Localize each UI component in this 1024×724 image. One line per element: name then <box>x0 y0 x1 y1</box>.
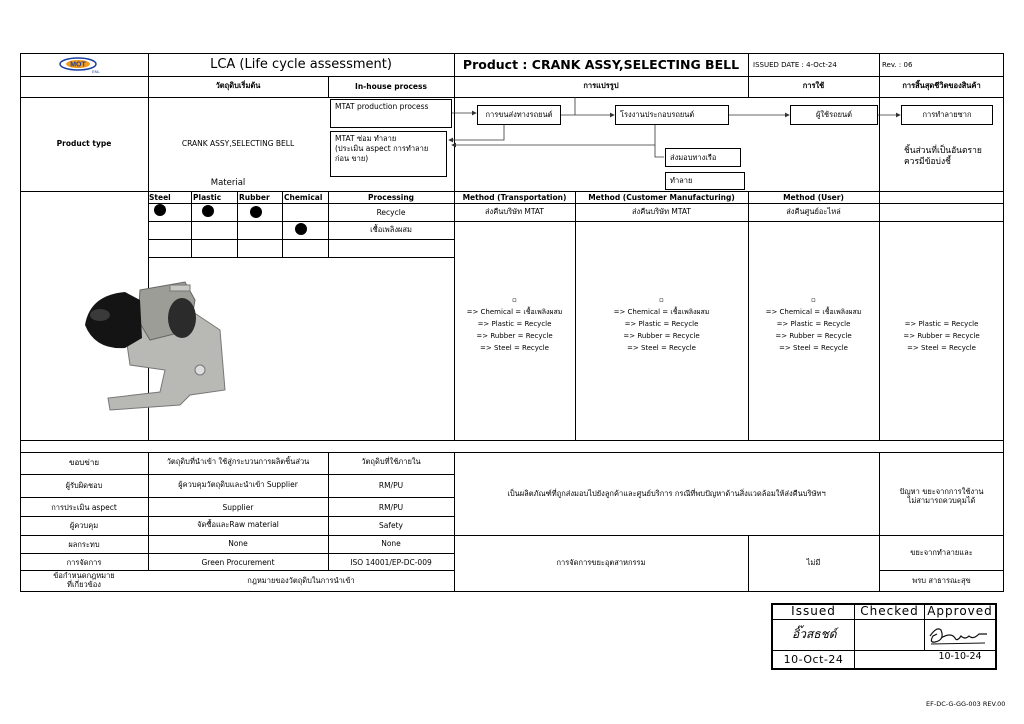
flow-arrows <box>0 0 1024 200</box>
end-waste: ขยะจากทำลายและ <box>910 548 973 557</box>
end-plastic: => Plastic = Recycle <box>904 320 979 328</box>
customer-mark: ▫ <box>659 296 664 304</box>
stage-start: วัตถุดิบเริ่มต้น <box>215 81 261 90</box>
impact-label: ผลกระทบ <box>68 540 100 549</box>
material-plastic: Plastic <box>193 193 222 202</box>
transport-text: การขนส่งทางรถยนต์ <box>485 110 553 119</box>
dispose-text: การทำลายซาก <box>922 110 972 119</box>
form-title: LCA (Life cycle assessment) <box>210 57 392 72</box>
product-type-value: CRANK ASSY,SELECTING BELL <box>181 139 295 148</box>
stage-inhouse: In-house process <box>355 82 427 91</box>
transport-steel: => Steel = Recycle <box>480 344 549 352</box>
aspect-internal: RM/PU <box>378 503 404 512</box>
owner-internal: RM/PU <box>378 481 404 490</box>
product-image <box>70 270 245 415</box>
material-rubber: Rubber <box>239 193 270 202</box>
factory-text: โรงงานประกอบรถยนต์ <box>620 110 695 119</box>
approved-header: Approved <box>927 604 993 618</box>
mtat-repair-line1: MTAT ซ่อม ทำลาย <box>335 134 397 143</box>
scope-import: วัตถุดิบที่นำเข้า ใช้สู่กระบวนการผลิตชิ้นส่วน <box>166 457 310 466</box>
aspect-label: การประเมิน aspect <box>51 503 117 512</box>
scope-internal: วัตถุดิบที่ใช้ภายใน <box>361 457 421 466</box>
transport-rubber: => Rubber = Recycle <box>476 332 553 340</box>
col-customer: Method (Customer Manufacturing) <box>588 193 735 202</box>
transport-chemical: => Chemical = เชื้อเพลิงผสม <box>466 308 563 316</box>
impact-import: None <box>228 539 248 548</box>
user-text: ผู้ใช้รถยนต์ <box>815 110 853 119</box>
mtat-repair-line3: ก่อน ขาย) <box>335 153 369 163</box>
issued-header: Issued <box>791 604 836 618</box>
product-type-label: Product type <box>56 139 112 148</box>
material-steel: Steel <box>149 193 171 202</box>
impact-internal: None <box>381 539 401 548</box>
plastic-recycle-dot <box>202 205 214 217</box>
end-law: พรบ สาธารณะสุข <box>912 576 971 585</box>
use-none: ไม่มี <box>806 558 821 567</box>
controller-label: ผู้ควบคุม <box>69 521 99 530</box>
product-return-note: เป็นผลิตภัณฑ์ที่ถูกส่งมอบไปยังลูกค้าและศูนย์บริการ กรณีที่พบปัญหาด้านสิ่งแวดล้อมให้ส่งคืนบริษัทฯ <box>507 489 826 498</box>
issued-signature: อิ๊วสธชด์ <box>792 627 837 641</box>
stage-end: การสิ้นสุดชีวิตของสินค้า <box>902 81 981 90</box>
law-label <box>20 571 148 590</box>
chemical-fuel-dot <box>295 223 307 235</box>
processing-recycle: Recycle <box>376 208 406 217</box>
user-chemical: => Chemical = เชื้อเพลิงผสม <box>765 308 862 316</box>
end-method-list <box>879 318 1004 354</box>
transport-mark: ▫ <box>512 296 517 304</box>
customer-method-list <box>575 294 748 354</box>
customer-steel: => Steel = Recycle <box>627 344 696 352</box>
mtat-production-text: MTAT production process <box>335 102 429 111</box>
destroy-text: ทำลาย <box>670 176 693 185</box>
owner-import: ผู้ควบคุมวัตถุดิบและนำเข้า Supplier <box>178 480 298 489</box>
customer-chemical: => Chemical = เชื้อเพลิงผสม <box>613 308 710 316</box>
hazard-note-line1: ชิ้นส่วนที่เป็นอันตราย <box>904 146 982 156</box>
checked-header: Checked <box>860 604 919 618</box>
transport-return: ส่งคืนบริษัท MTAT <box>484 207 545 216</box>
svg-text:ENL: ENL <box>92 69 100 74</box>
law-label-line1: ข้อกำหนดกฎหมาย <box>53 571 115 580</box>
material-label: Material <box>210 178 246 188</box>
stage-use: การใช้ <box>802 81 825 90</box>
management-label: การจัดการ <box>66 558 102 567</box>
customer-rubber: => Rubber = Recycle <box>623 332 700 340</box>
user-rubber: => Rubber = Recycle <box>775 332 852 340</box>
issued-date-sign: 10-Oct-24 <box>783 653 844 666</box>
user-return: ส่งคืนศูนย์อะไหล่ <box>786 207 841 216</box>
steel-recycle-dot <box>154 204 166 216</box>
law-label-line2: ที่เกี่ยวข้อง <box>67 580 101 590</box>
approved-signature <box>927 624 991 652</box>
col-user: Method (User) <box>783 193 844 202</box>
col-processing: Processing <box>367 193 415 202</box>
aspect-import: Supplier <box>222 503 254 512</box>
rubber-recycle-dot <box>250 206 262 218</box>
form-code: EF-DC-G-GG-003 REV.00 <box>926 700 1006 708</box>
stage-transform: การแปรรูป <box>583 81 619 90</box>
hazard-note-line2: ควรมีข้อบ่งชี้ <box>904 157 951 168</box>
owner-label: ผู้รับผิดชอบ <box>65 481 103 490</box>
customer-return: ส่งคืนบริษัท MTAT <box>631 207 692 216</box>
end-steel: => Steel = Recycle <box>907 344 976 352</box>
user-mark: ▫ <box>811 296 816 304</box>
waste-management: การจัดการขยะอุตสาหกรรม <box>556 558 646 567</box>
end-rubber: => Rubber = Recycle <box>903 332 980 340</box>
user-method-list <box>748 294 879 354</box>
user-steel: => Steel = Recycle <box>779 344 848 352</box>
end-problem-note <box>879 487 1004 506</box>
col-transport: Method (Transportation) <box>462 193 567 202</box>
transport-method-list <box>454 294 575 354</box>
customer-plastic: => Plastic = Recycle <box>624 320 699 328</box>
end-problem-line1: ปัญหา ขยะจากการใช้งาน <box>899 487 984 496</box>
management-import: Green Procurement <box>201 558 275 567</box>
material-chemical: Chemical <box>284 193 323 202</box>
scope-label: ขอบข่าย <box>69 458 99 467</box>
approved-date-sign: 10-10-24 <box>938 651 982 662</box>
management-internal: ISO 14001/EP-DC-009 <box>350 558 432 567</box>
svg-text:MOT: MOT <box>70 61 86 69</box>
revision: Rev. : 06 <box>882 61 913 69</box>
end-problem-line2: ไม่สามารถควบคุมได้ <box>907 496 976 506</box>
product-title: Product : CRANK ASSY,SELECTING BELL <box>462 57 740 72</box>
user-plastic: => Plastic = Recycle <box>776 320 851 328</box>
law-value: กฎหมายของวัตถุดิบในการนำเข้า <box>247 576 355 585</box>
controller-internal: Safety <box>379 521 403 530</box>
processing-fuel: เชื้อเพลิงผสม <box>370 225 412 234</box>
ship-text: ส่งมอบทางเรือ <box>670 153 717 162</box>
controller-import: จัดซื้อและRaw material <box>197 520 279 529</box>
mtat-repair-line2: (ประเมิน aspect การทำลาย <box>335 143 429 153</box>
transport-plastic: => Plastic = Recycle <box>477 320 552 328</box>
issued-date: ISSUED DATE : 4-Oct-24 <box>753 61 837 69</box>
